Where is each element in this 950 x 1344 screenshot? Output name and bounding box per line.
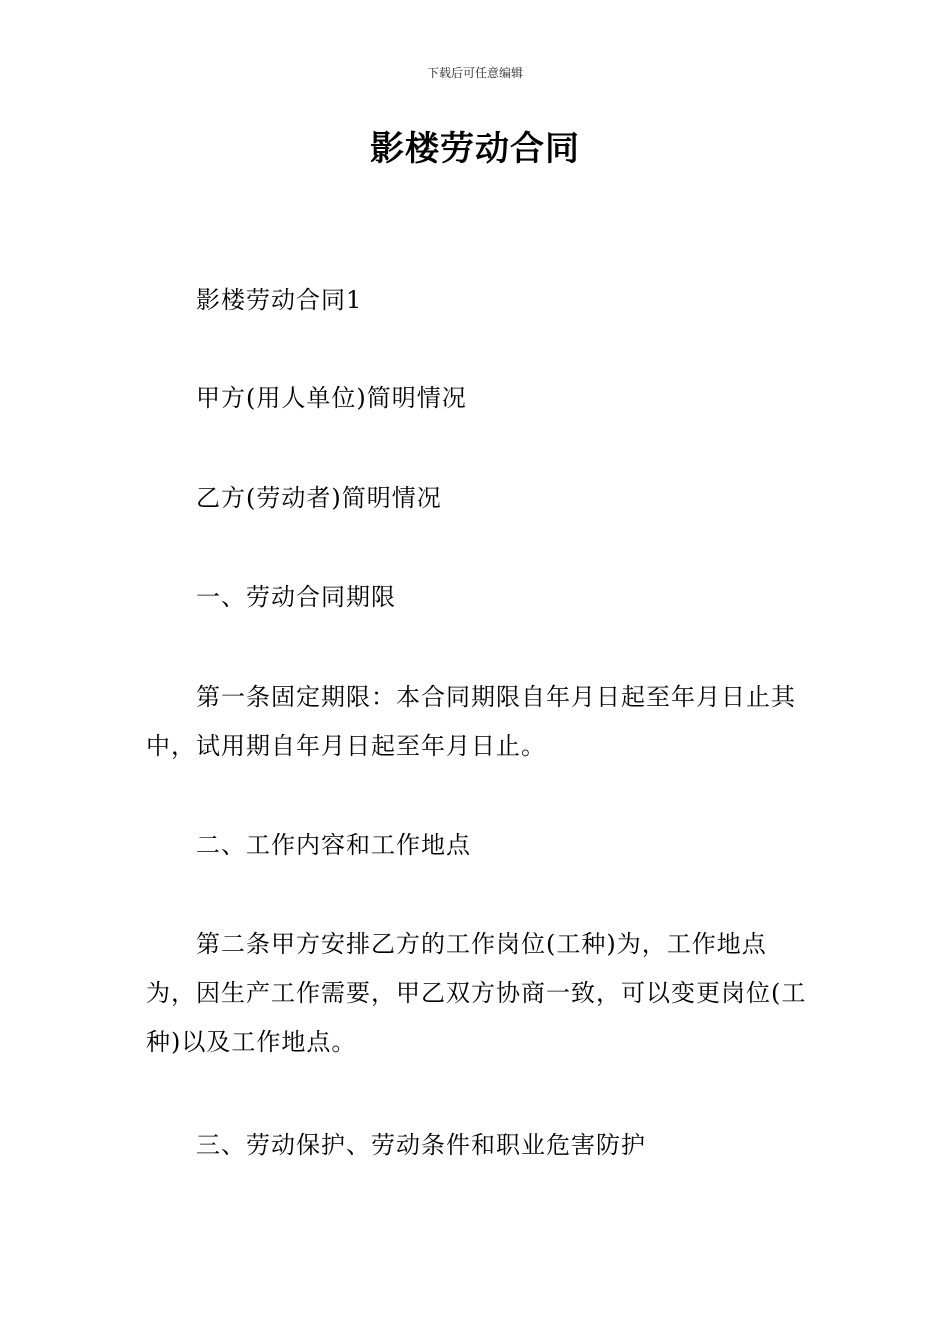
paragraph-article-2: 第二条甲方安排乙方的工作岗位(工种)为，工作地点为，因生产工作需要，甲乙双方协商一致，可以变更岗位(工种)以及工作地点。 bbox=[146, 930, 807, 1056]
document-title: 影楼劳动合同 bbox=[370, 129, 580, 169]
section-heading-term: 一、劳动合同期限 bbox=[196, 583, 396, 611]
section-heading-work: 二、工作内容和工作地点 bbox=[196, 831, 471, 859]
paragraph-party-b: 乙方(劳动者)简明情况 bbox=[196, 484, 442, 512]
paragraph-article-1: 第一条固定期限：本合同期限自年月日起至年月日止其中，试用期自年月日起至年月日止。 bbox=[146, 683, 796, 760]
header-note: 下载后可任意编辑 bbox=[426, 66, 523, 80]
paragraph-party-a: 甲方(用人单位)简明情况 bbox=[196, 384, 467, 412]
paragraph-contract-heading: 影楼劳动合同1 bbox=[196, 286, 363, 314]
section-heading-protection: 三、劳动保护、劳动条件和职业危害防护 bbox=[196, 1131, 646, 1159]
